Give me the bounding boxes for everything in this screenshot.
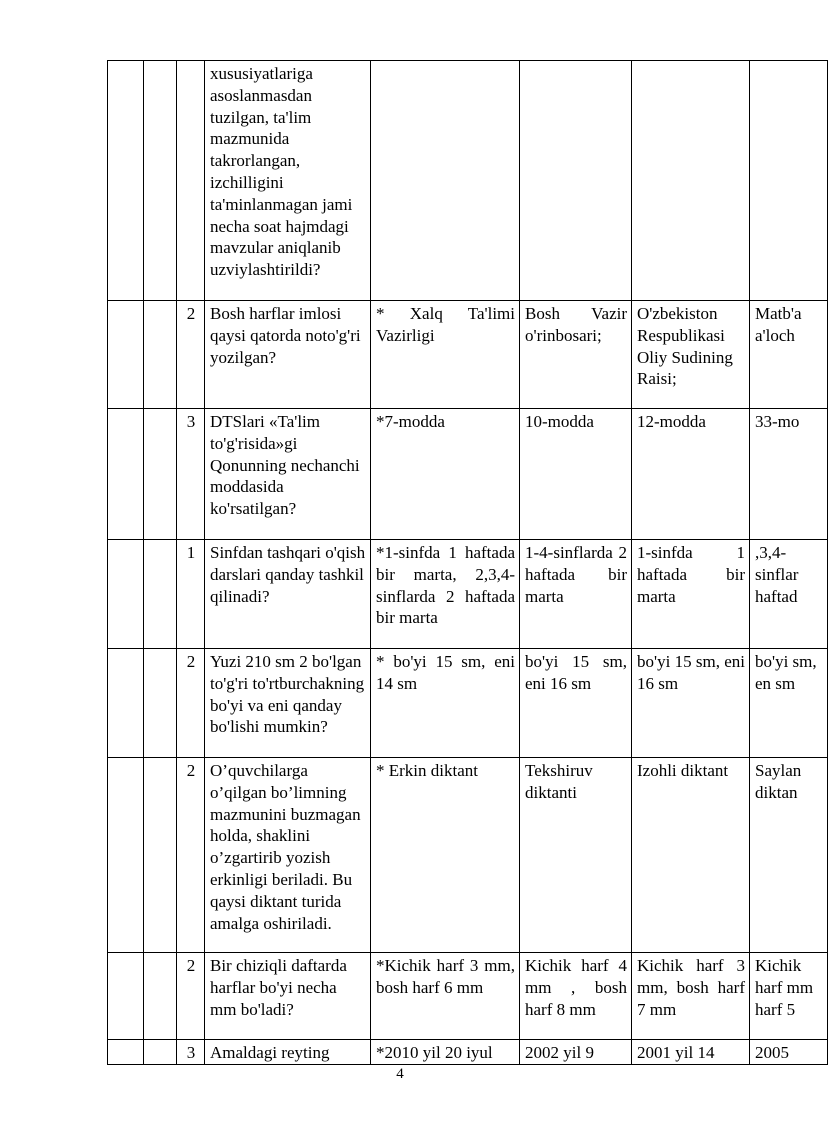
table-row bbox=[108, 301, 828, 409]
answer-c: 2001 yil 14 bbox=[632, 1040, 750, 1065]
answer-c: O'zbekiston Respublikasi Oliy Sudining Raisi; bbox=[632, 301, 750, 409]
table-row bbox=[108, 953, 828, 1040]
blank-cell bbox=[144, 649, 177, 758]
blank-cell bbox=[108, 540, 144, 649]
question-text: DTSlari «Ta'lim to'g'risida»gi Qonunning nechanchi moddasida ko'rsatilgan? bbox=[205, 409, 371, 540]
question-number: 1 bbox=[177, 540, 205, 649]
answer-c: Kichik harf 3 mm, bosh harf 7 mm bbox=[632, 953, 750, 1040]
blank-cell bbox=[144, 1040, 177, 1065]
blank-cell bbox=[108, 953, 144, 1040]
answer-a: *Kichik harf 3 mm, bosh harf 6 mm bbox=[371, 953, 520, 1040]
blank-cell bbox=[108, 649, 144, 758]
question-text: xususiyatlariga asoslanmasdan tuzilgan, ta'lim mazmunida takrorlangan, izchilligini ta'minlanmagan jami necha soat hajmdagi mavzular aniqlanib uzviylashtirildi? bbox=[205, 61, 371, 301]
answer-a: * bo'yi 15 sm, eni 14 sm bbox=[371, 649, 520, 758]
answer-a: *7-modda bbox=[371, 409, 520, 540]
question-number: 3 bbox=[177, 409, 205, 540]
answer-d: Saylan diktan bbox=[750, 758, 828, 953]
answer-b: 10-modda bbox=[520, 409, 632, 540]
question-number: 2 bbox=[177, 758, 205, 953]
answer-b: 2002 yil 9 bbox=[520, 1040, 632, 1065]
question-text: Bosh harflar imlosi qaysi qatorda noto'g'ri yozilgan? bbox=[205, 301, 371, 409]
answer-c: bo'yi 15 sm, eni 16 sm bbox=[632, 649, 750, 758]
blank-cell bbox=[108, 409, 144, 540]
answer-a: *2010 yil 20 iyul bbox=[371, 1040, 520, 1065]
table-row bbox=[108, 409, 828, 540]
question-text: Sinfdan tashqari o'qish darslari qanday tashkil qilinadi? bbox=[205, 540, 371, 649]
blank-cell bbox=[144, 540, 177, 649]
blank-cell bbox=[144, 61, 177, 301]
question-number: 2 bbox=[177, 649, 205, 758]
question-number bbox=[177, 61, 205, 301]
table-row bbox=[108, 540, 828, 649]
answer-d: bo'yi sm, en sm bbox=[750, 649, 828, 758]
answer-d: ,3,4- sinflar haftad bbox=[750, 540, 828, 649]
blank-cell bbox=[108, 758, 144, 953]
blank-cell bbox=[108, 61, 144, 301]
table-row bbox=[108, 61, 828, 301]
answer-a: *1-sinfda 1 haftada bir marta, 2,3,4-sinflarda 2 haftada bir marta bbox=[371, 540, 520, 649]
question-text: Amaldagi reyting bbox=[205, 1040, 371, 1065]
blank-cell bbox=[108, 301, 144, 409]
blank-cell bbox=[144, 758, 177, 953]
answer-c bbox=[632, 61, 750, 301]
page-number: 4 bbox=[396, 1066, 404, 1082]
answer-d: Matb'a a'loch bbox=[750, 301, 828, 409]
question-number: 2 bbox=[177, 953, 205, 1040]
blank-cell bbox=[108, 1040, 144, 1065]
table-row bbox=[108, 649, 828, 758]
answer-c: Izohli diktant bbox=[632, 758, 750, 953]
table-row bbox=[108, 1040, 828, 1065]
answer-b: bo'yi 15 sm, eni 16 sm bbox=[520, 649, 632, 758]
question-number: 2 bbox=[177, 301, 205, 409]
answer-b bbox=[520, 61, 632, 301]
answer-a: * Erkin diktant bbox=[371, 758, 520, 953]
answer-d: Kichik harf mm harf 5 bbox=[750, 953, 828, 1040]
answer-b: Bosh Vazir o'rinbosari; bbox=[520, 301, 632, 409]
question-text: O’quvchilarga o’qilgan bo’limning mazmunini buzmagan holda, shaklini o’zgartirib yozish erkinligi beriladi. Bu qaysi diktant turida amalga oshiriladi. bbox=[205, 758, 371, 953]
answer-d: 2005 bbox=[750, 1040, 828, 1065]
question-number: 3 bbox=[177, 1040, 205, 1065]
blank-cell bbox=[144, 953, 177, 1040]
blank-cell bbox=[144, 301, 177, 409]
answer-c: 1-sinfda 1 haftada bir marta bbox=[632, 540, 750, 649]
answer-d: 33-mo bbox=[750, 409, 828, 540]
answer-c: 12-modda bbox=[632, 409, 750, 540]
answer-a: * Xalq Ta'limi Vazirligi bbox=[371, 301, 520, 409]
answer-b: Tekshiruv diktanti bbox=[520, 758, 632, 953]
question-text: Yuzi 210 sm 2 bo'lgan to'g'ri to'rtburchakning bo'yi va eni qanday bo'lishi mumkin? bbox=[205, 649, 371, 758]
answer-b: Kichik harf 4 mm , bosh harf 8 mm bbox=[520, 953, 632, 1040]
blank-cell bbox=[144, 409, 177, 540]
answer-a bbox=[371, 61, 520, 301]
table-row bbox=[108, 758, 828, 953]
test-questions-table bbox=[107, 60, 828, 1065]
question-text: Bir chiziqli daftarda harflar bo'yi necha mm bo'ladi? bbox=[205, 953, 371, 1040]
answer-d bbox=[750, 61, 828, 301]
answer-b: 1-4-sinflarda 2 haftada bir marta bbox=[520, 540, 632, 649]
